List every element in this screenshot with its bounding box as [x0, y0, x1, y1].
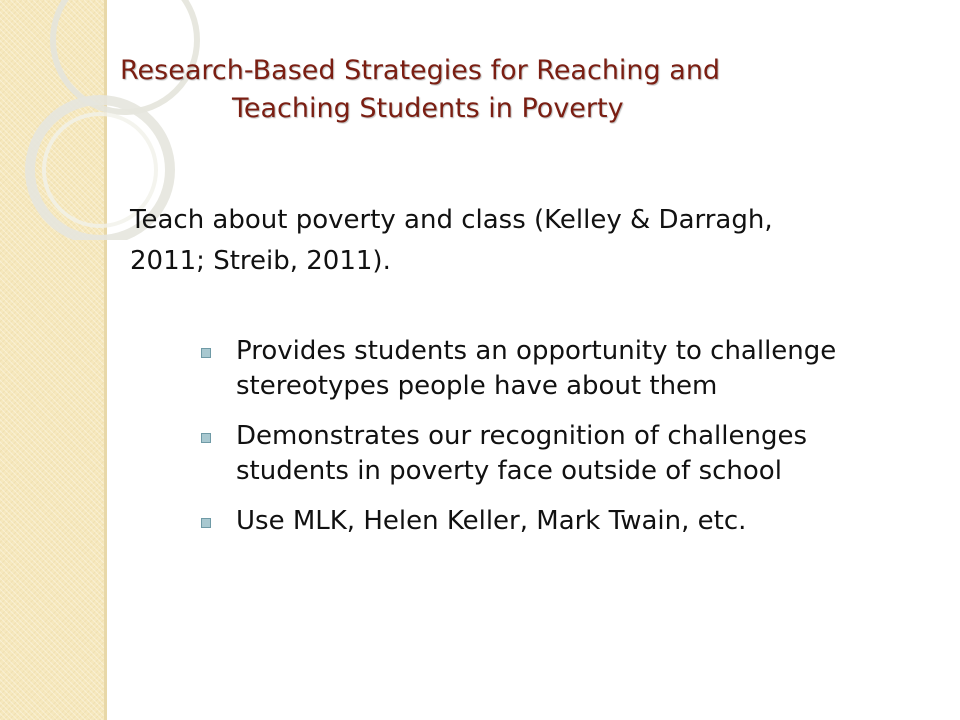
bullet-item [198, 504, 918, 539]
bullet-item [198, 334, 918, 404]
lead-line-1: Teach about poverty and class (Kelley & Darragh, [130, 205, 773, 235]
bullet-text: Use MLK, Helen Keller, Mark Twain, etc. [236, 506, 747, 536]
title-line-2: Teaching Students in Poverty [232, 93, 624, 124]
title-line-1: Research-Based Strategies for Reaching and [120, 55, 721, 86]
square-bullet-icon [201, 348, 211, 358]
bullet-text: Provides students an opportunity to challenge stereotypes people have about them [236, 336, 837, 401]
bullet-item [198, 419, 918, 489]
bullet-list [198, 334, 918, 554]
slide-title [120, 52, 820, 128]
bullet-text: Demonstrates our recognition of challenges students in poverty face outside of school [236, 421, 808, 486]
square-bullet-icon [201, 518, 211, 528]
square-bullet-icon [201, 433, 211, 443]
lead-statement [130, 200, 930, 282]
lead-line-2: 2011; Streib, 2011). [130, 246, 391, 276]
